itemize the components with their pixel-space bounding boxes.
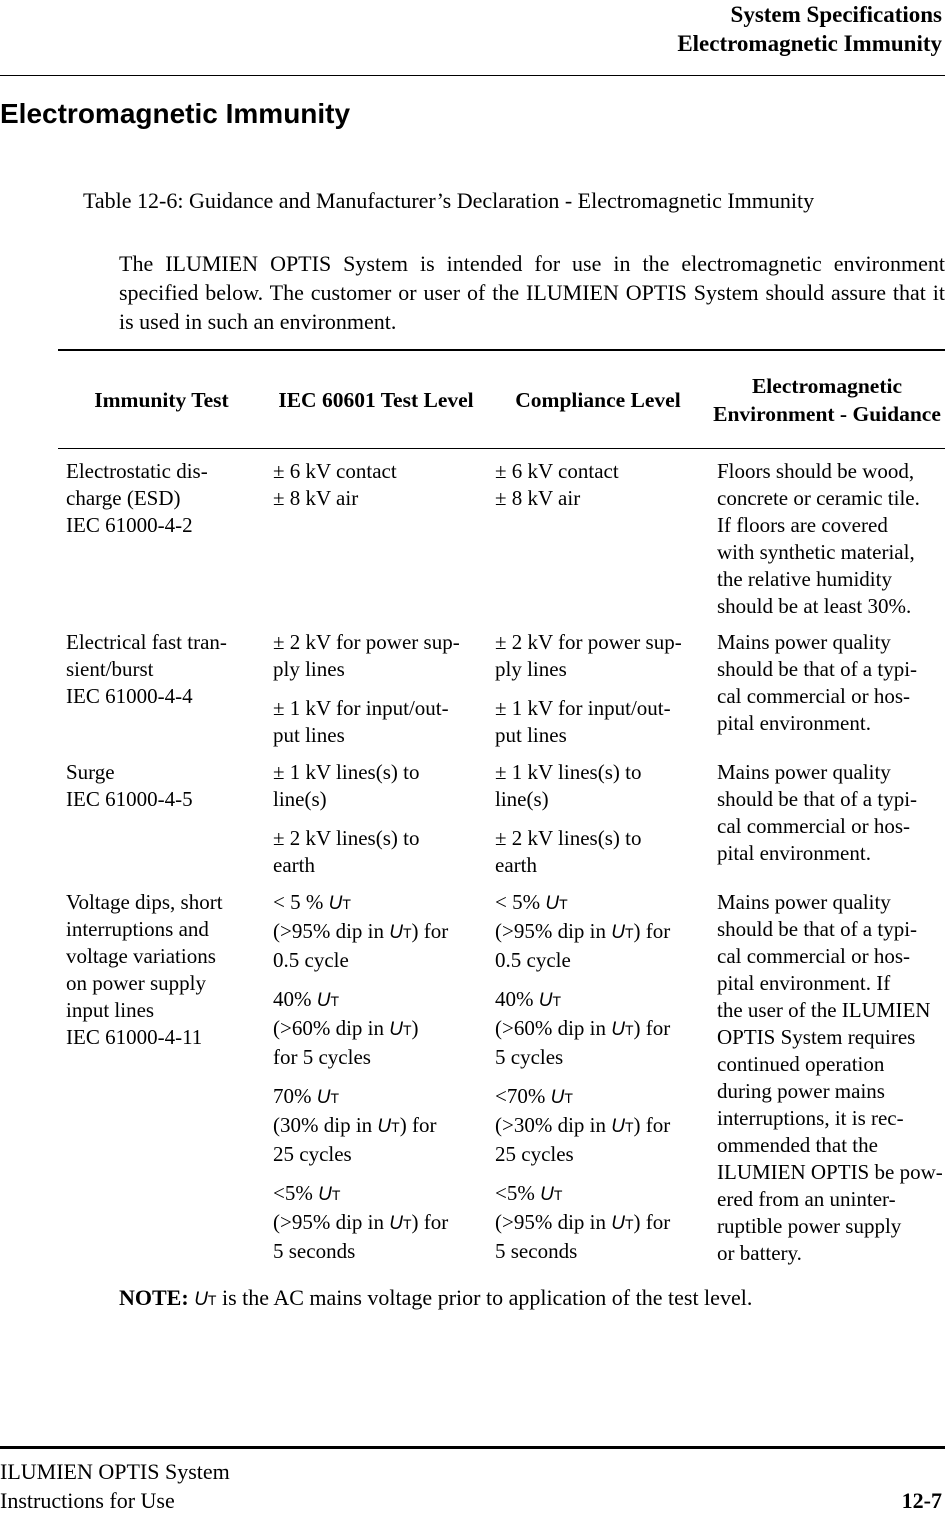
ut-symbol: U: [550, 1087, 565, 1108]
header-guidance: Electromagnetic Environment - Guidance: [713, 373, 941, 426]
ut-symbol: U: [328, 893, 343, 914]
cell-guidance: Floors should be wood, concrete or ceramic tile. If floors are covered with synthetic material, the relative humidity should be at least 30%.: [717, 459, 920, 618]
section-title: Electromagnetic Immunity: [0, 98, 351, 129]
header-immunity-test: Immunity Test: [94, 387, 229, 412]
ut-symbol: U: [377, 1116, 392, 1137]
ut-symbol: U: [389, 1213, 403, 1234]
ut-subscript: T: [330, 1090, 340, 1106]
note-label: NOTE:: [119, 1285, 195, 1310]
table-row-voltage-dips: [58, 889, 945, 1267]
cell-test: Voltage dips, short interruptions and voltage variations on power supply input lines IEC 61000-4-11: [66, 890, 223, 1049]
cell-guidance: Mains power quality should be that of a typi- cal commercial or hos- pital environment.: [717, 760, 918, 865]
footer-rule: [0, 1446, 945, 1449]
cell-compliance: ± 2 kV for power sup- ply lines: [495, 630, 682, 681]
ut-symbol: U: [611, 922, 625, 943]
table-row-eft: [58, 629, 945, 749]
ut-subscript: T: [624, 1022, 634, 1038]
ut-symbol: U: [611, 1019, 625, 1040]
cell-compliance: ± 6 kV contact ± 8 kV air: [495, 459, 619, 510]
header-compliance-level: Compliance Level: [515, 387, 681, 412]
intro-brand-2: ILUMIEN OPTIS: [526, 280, 687, 305]
ut-symbol: U: [611, 1213, 625, 1234]
ut-subscript: T: [564, 1090, 573, 1106]
ut-symbol: U: [194, 1289, 208, 1310]
ut-symbol: U: [318, 1184, 332, 1205]
intro-brand-1: ILUMIEN OPTIS: [165, 251, 332, 276]
cell-compliance: ± 2 kV lines(s) to earth: [495, 826, 642, 877]
intro-text-2: System is intended for use in the electromagnetic environment specified below. The customer or user of the: [119, 251, 945, 305]
header-section: Electromagnetic Immunity: [677, 31, 942, 56]
header-rule: [0, 75, 945, 76]
table-header-row: [58, 351, 945, 448]
note-text: is the AC mains voltage prior to application of the test level.: [216, 1285, 753, 1310]
footer-left: [0, 1457, 230, 1515]
cell-compliance: ± 1 kV for input/out- put lines: [495, 696, 671, 747]
ut-subscript: T: [342, 896, 351, 912]
ut-subscript: T: [402, 1216, 412, 1232]
ut-subscript: T: [624, 1216, 634, 1232]
running-header: [677, 0, 942, 58]
ut-subscript: T: [552, 993, 562, 1009]
table-caption: Table 12-6: Guidance and Manufacturer’s Declaration - Electromagnetic Immunity: [83, 188, 815, 213]
intro-text-1: The: [119, 251, 166, 276]
cell-compliance: ± 1 kV lines(s) to line(s): [495, 760, 642, 811]
cell-guidance: Mains power quality should be that of a typi- cal commercial or hos- pital environment. If the user of the ILUMIEN OPTIS System requires continued operation during power mains interruptions, it is rec- ommended that the ILUMIEN OPTIS be pow- ered from an uninter- ruptible power supply or battery.: [717, 890, 943, 1265]
intro-text-3: System should assure that it is used in such an environment.: [119, 280, 945, 334]
cell-level: ± 1 kV lines(s) to line(s): [273, 760, 420, 811]
cell-test: Surge IEC 61000-4-5: [66, 760, 193, 811]
table-row-esd: [58, 458, 945, 620]
ut-symbol: U: [611, 1116, 625, 1137]
table-header-rule: [58, 448, 945, 449]
cell-compliance: <5% UT (>95% dip in UT) for 5 seconds: [495, 1181, 671, 1263]
footer-product: ILUMIEN OPTIS System: [0, 1459, 230, 1484]
ut-subscript: T: [624, 925, 634, 941]
ut-symbol: U: [316, 990, 331, 1011]
cell-compliance: < 5% UT (>95% dip in UT) for 0.5 cycle: [495, 890, 671, 972]
footer-doc-title: Instructions for Use: [0, 1488, 175, 1513]
ut-symbol: U: [538, 990, 553, 1011]
ut-subscript: T: [391, 1119, 400, 1135]
ut-subscript: T: [559, 896, 568, 912]
ut-subscript: T: [553, 1187, 563, 1203]
cell-level: ± 6 kV contact ± 8 kV air: [273, 459, 397, 510]
cell-level: ± 1 kV for input/out- put lines: [273, 696, 449, 747]
cell-compliance: <70% UT (>30% dip in UT) for 25 cycles: [495, 1084, 671, 1166]
page-number: 12-7: [901, 1488, 942, 1513]
ut-subscript: T: [402, 1022, 412, 1038]
ut-symbol: U: [389, 922, 403, 943]
ut-subscript: T: [402, 925, 412, 941]
cell-level: ± 2 kV lines(s) to earth: [273, 826, 420, 877]
cell-level: <5% UT (>95% dip in UT) for 5 seconds: [273, 1181, 449, 1263]
header-chapter: System Specifications: [730, 2, 942, 27]
cell-guidance: Mains power quality should be that of a typi- cal commercial or hos- pital environment.: [717, 630, 918, 735]
immunity-table: [58, 349, 945, 1267]
intro-paragraph: [119, 249, 945, 336]
ut-subscript: T: [207, 1292, 217, 1308]
cell-test: Electrical fast tran- sient/burst IEC 61000-4-4: [66, 630, 227, 708]
guidance-brand: ILUMIEN OPTIS: [717, 1160, 870, 1184]
guidance-brand: ILUMIEN OPTIS: [717, 998, 931, 1049]
cell-level: ± 2 kV for power sup- ply lines: [273, 630, 460, 681]
cell-level: 40% UT (>60% dip in UT) for 5 cycles: [273, 987, 419, 1069]
ut-symbol: U: [389, 1019, 403, 1040]
ut-subscript: T: [624, 1119, 634, 1135]
ut-subscript: T: [330, 993, 340, 1009]
ut-subscript: T: [331, 1187, 341, 1203]
table-note: [119, 1285, 752, 1311]
header-test-level: IEC 60601 Test Level: [278, 387, 474, 412]
ut-symbol: U: [540, 1184, 554, 1205]
cell-compliance: 40% UT (>60% dip in UT) for 5 cycles: [495, 987, 671, 1069]
cell-test: Electrostatic dis- charge (ESD) IEC 61000-4-2: [66, 459, 208, 537]
cell-level: < 5 % UT (>95% dip in UT) for 0.5 cycle: [273, 890, 449, 972]
cell-level: 70% UT (30% dip in UT) for 25 cycles: [273, 1084, 437, 1166]
table-row-surge: [58, 759, 945, 879]
ut-symbol: U: [545, 893, 560, 914]
ut-symbol: U: [316, 1087, 331, 1108]
